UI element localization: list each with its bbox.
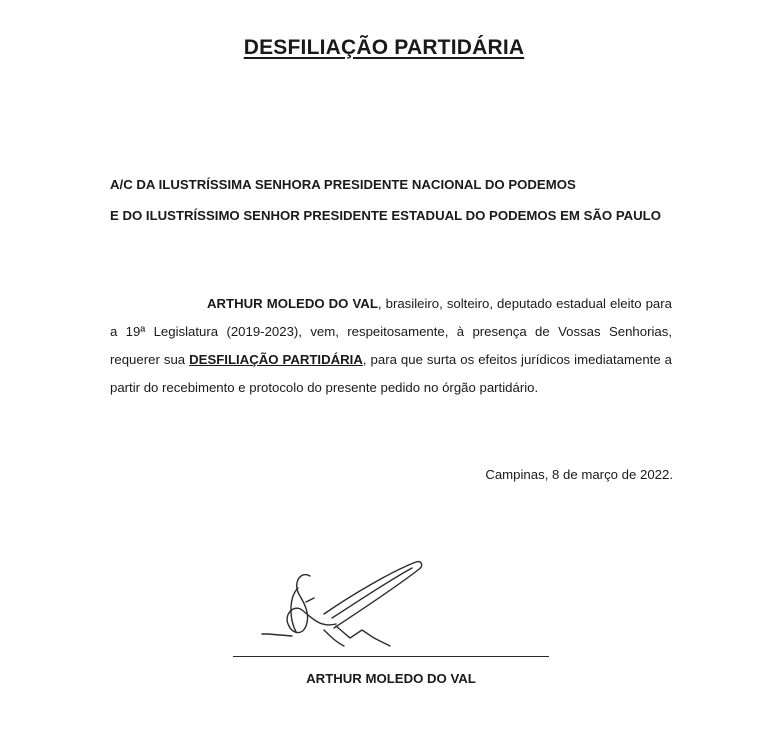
place-and-date: Campinas, 8 de março de 2022. (485, 467, 673, 482)
signature-line (233, 656, 549, 657)
addressee-line-1: A/C DA ILUSTRÍSSIMA SENHORA PRESIDENTE NACIONAL DO PODEMOS (110, 177, 576, 192)
document-title-text: DESFILIAÇÃO PARTIDÁRIA (243, 36, 525, 59)
document-title (0, 36, 768, 60)
handwritten-signature (240, 556, 440, 656)
paragraph-highlight: DESFILIAÇÃO PARTIDÁRIA (189, 352, 363, 367)
paragraph-text-2: , para que surta os efeitos jurídicos imediatamente a partir do recebimento e protocolo do presente pedido no órgão partidário. (110, 352, 672, 395)
request-paragraph (110, 290, 672, 402)
paragraph-text-1: , brasileiro, solteiro, deputado estadual eleito para a 19ª Legislatura (2019-2023), vem, respeitosamente, à presença de Vossas Senhorias, requerer sua (110, 296, 672, 367)
addressee-line-2: E DO ILUSTRÍSSIMO SENHOR PRESIDENTE ESTADUAL DO PODEMOS EM SÃO PAULO (110, 208, 661, 223)
signatory-name: ARTHUR MOLEDO DO VAL (306, 671, 476, 686)
requester-name: ARTHUR MOLEDO DO VAL (207, 296, 378, 311)
